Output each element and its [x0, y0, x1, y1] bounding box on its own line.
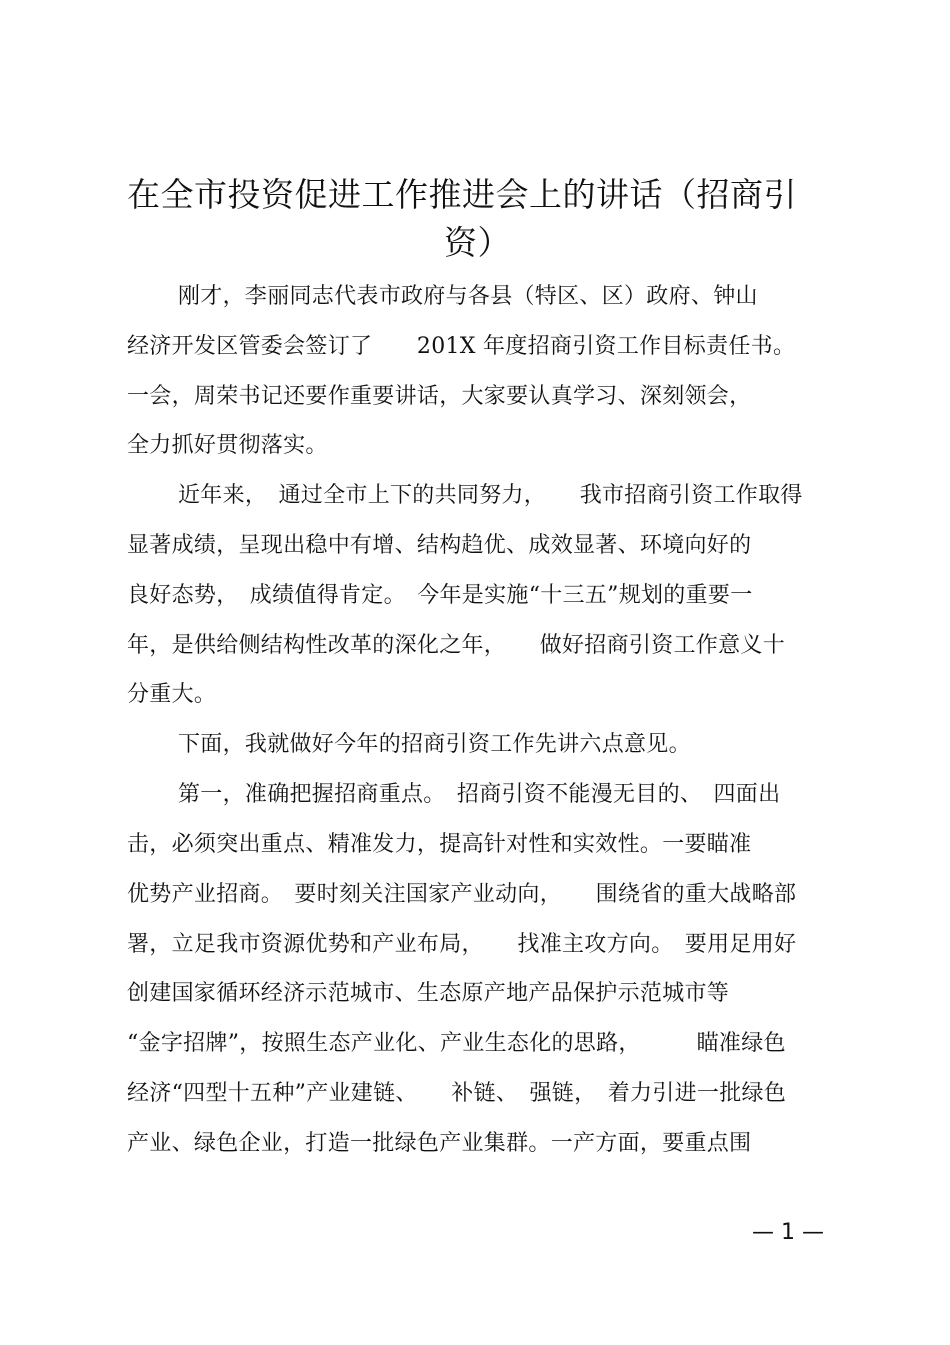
paragraph-1-line-1: 刚才，李丽同志代表市政府与各县（特区、区）政府、钟山: [178, 284, 758, 309]
paragraph-3-line-1: 下面，我就做好今年的招商引资工作先讲六点意见。: [178, 732, 691, 757]
paragraph-4-line-3: 优势产业招商。 要时刻关注国家产业动向， 围绕省的重大战略部: [127, 882, 797, 907]
document-title-line-2: 资）: [444, 223, 511, 262]
paragraph-2-line-3: 良好态势， 成绩值得肯定。 今年是实施“十三五”规划的重要一: [127, 583, 753, 608]
paragraph-4-line-8: 产业、绿色企业，打造一批绿色产业集群。一产方面，要重点围: [127, 1131, 752, 1156]
paragraph-4-line-5: 创建国家循环经济示范城市、生态原产地产品保护示范城市等: [127, 981, 730, 1006]
paragraph-4-line-6: “金字招牌”，按照生态产业化、产业生态化的思路， 瞄准绿色: [127, 1031, 786, 1056]
paragraph-4-line-1: 第一，准确把握招商重点。 招商引资不能漫无目的、 四面出: [178, 782, 781, 807]
page-number: — 1 —: [752, 1220, 824, 1245]
paragraph-1-line-2: 经济开发区管委会签订了 201X 年度招商引资工作目标责任书。: [127, 334, 796, 359]
paragraph-2-line-1: 近年来， 通过全市上下的共同努力， 我市招商引资工作取得: [178, 483, 803, 508]
paragraph-2-line-4: 年，是供给侧结构性改革的深化之年， 做好招商引资工作意义十: [127, 633, 786, 658]
paragraph-2-line-2: 显著成绩，呈现出稳中有增、结构趋优、成效显著、环境向好的: [127, 533, 752, 558]
paragraph-4-line-2: 击，必须突出重点、精准发力，提高针对性和实效性。一要瞄准: [127, 832, 752, 857]
paragraph-4-line-7: 经济“四型十五种”产业建链、 补链、 强链， 着力引进一批绿色: [127, 1081, 787, 1106]
paragraph-2-line-5: 分重大。: [127, 682, 217, 707]
paragraph-4-line-4: 署，立足我市资源优势和产业布局， 找准主攻方向。 要用足用好: [127, 932, 797, 957]
document-title-line-1: 在全市投资促进工作推进会上的讲话（招商引: [127, 175, 797, 214]
paragraph-1-line-3: 一会，周荣书记还要作重要讲话，大家要认真学习、深刻领会，: [127, 384, 752, 409]
paragraph-1-line-4: 全力抓好贯彻落实。: [127, 433, 328, 458]
